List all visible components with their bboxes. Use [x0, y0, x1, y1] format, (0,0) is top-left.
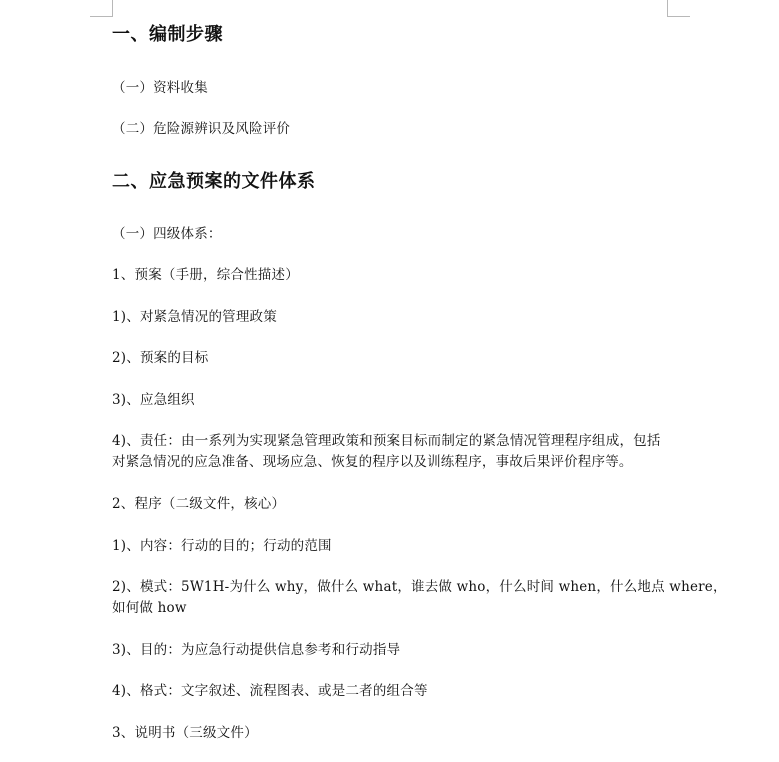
- item-procedure-mode-line-1: 2)、模式：5W1H-为什么 why，做什么 what，谁去做 who，什么时间 when，什么地点 where，: [112, 579, 727, 595]
- item-management-policy: 1)、对紧急情况的管理政策: [112, 309, 277, 325]
- crop-mark-top-left: [90, 0, 113, 17]
- subsection-four-level-system: （一）四级体系：: [112, 226, 222, 242]
- item-responsibility-line-2: 对紧急情况的应急准备、现场应急、恢复的程序以及训练程序，事故后果评价程序等。: [112, 454, 633, 470]
- section-heading-1: 一、编制步骤: [112, 24, 223, 45]
- item-responsibility-paragraph: [112, 431, 672, 473]
- item-plan-objectives: 2)、预案的目标: [112, 350, 209, 366]
- item-procedure-content: 1)、内容：行动的目的；行动的范围: [112, 538, 332, 554]
- item-procedure-mode-line-2: 如何做 how: [112, 600, 187, 616]
- item-procedure-mode-paragraph: [112, 577, 727, 619]
- item-plan-manual: 1、预案（手册，综合性描述）: [112, 267, 299, 283]
- section-heading-2: 二、应急预案的文件体系: [112, 171, 316, 192]
- item-emergency-organization: 3)、应急组织: [112, 392, 195, 408]
- subsection-hazard-identification: （二）危险源辨识及风险评价: [112, 121, 291, 137]
- item-responsibility-line-1: 4)、责任：由一系列为实现紧急管理政策和预案目标而制定的紧急情况管理程序组成，包括: [112, 433, 661, 449]
- item-procedures: 2、程序（二级文件，核心）: [112, 496, 286, 512]
- subsection-data-collection: （一）资料收集: [112, 80, 208, 96]
- item-procedure-format: 4)、格式：文字叙述、流程图表、或是二者的组合等: [112, 683, 428, 699]
- crop-mark-top-right: [667, 0, 690, 17]
- item-instructions: 3、说明书（三级文件）: [112, 725, 258, 741]
- item-procedure-purpose: 3)、目的：为应急行动提供信息参考和行动指导: [112, 642, 401, 658]
